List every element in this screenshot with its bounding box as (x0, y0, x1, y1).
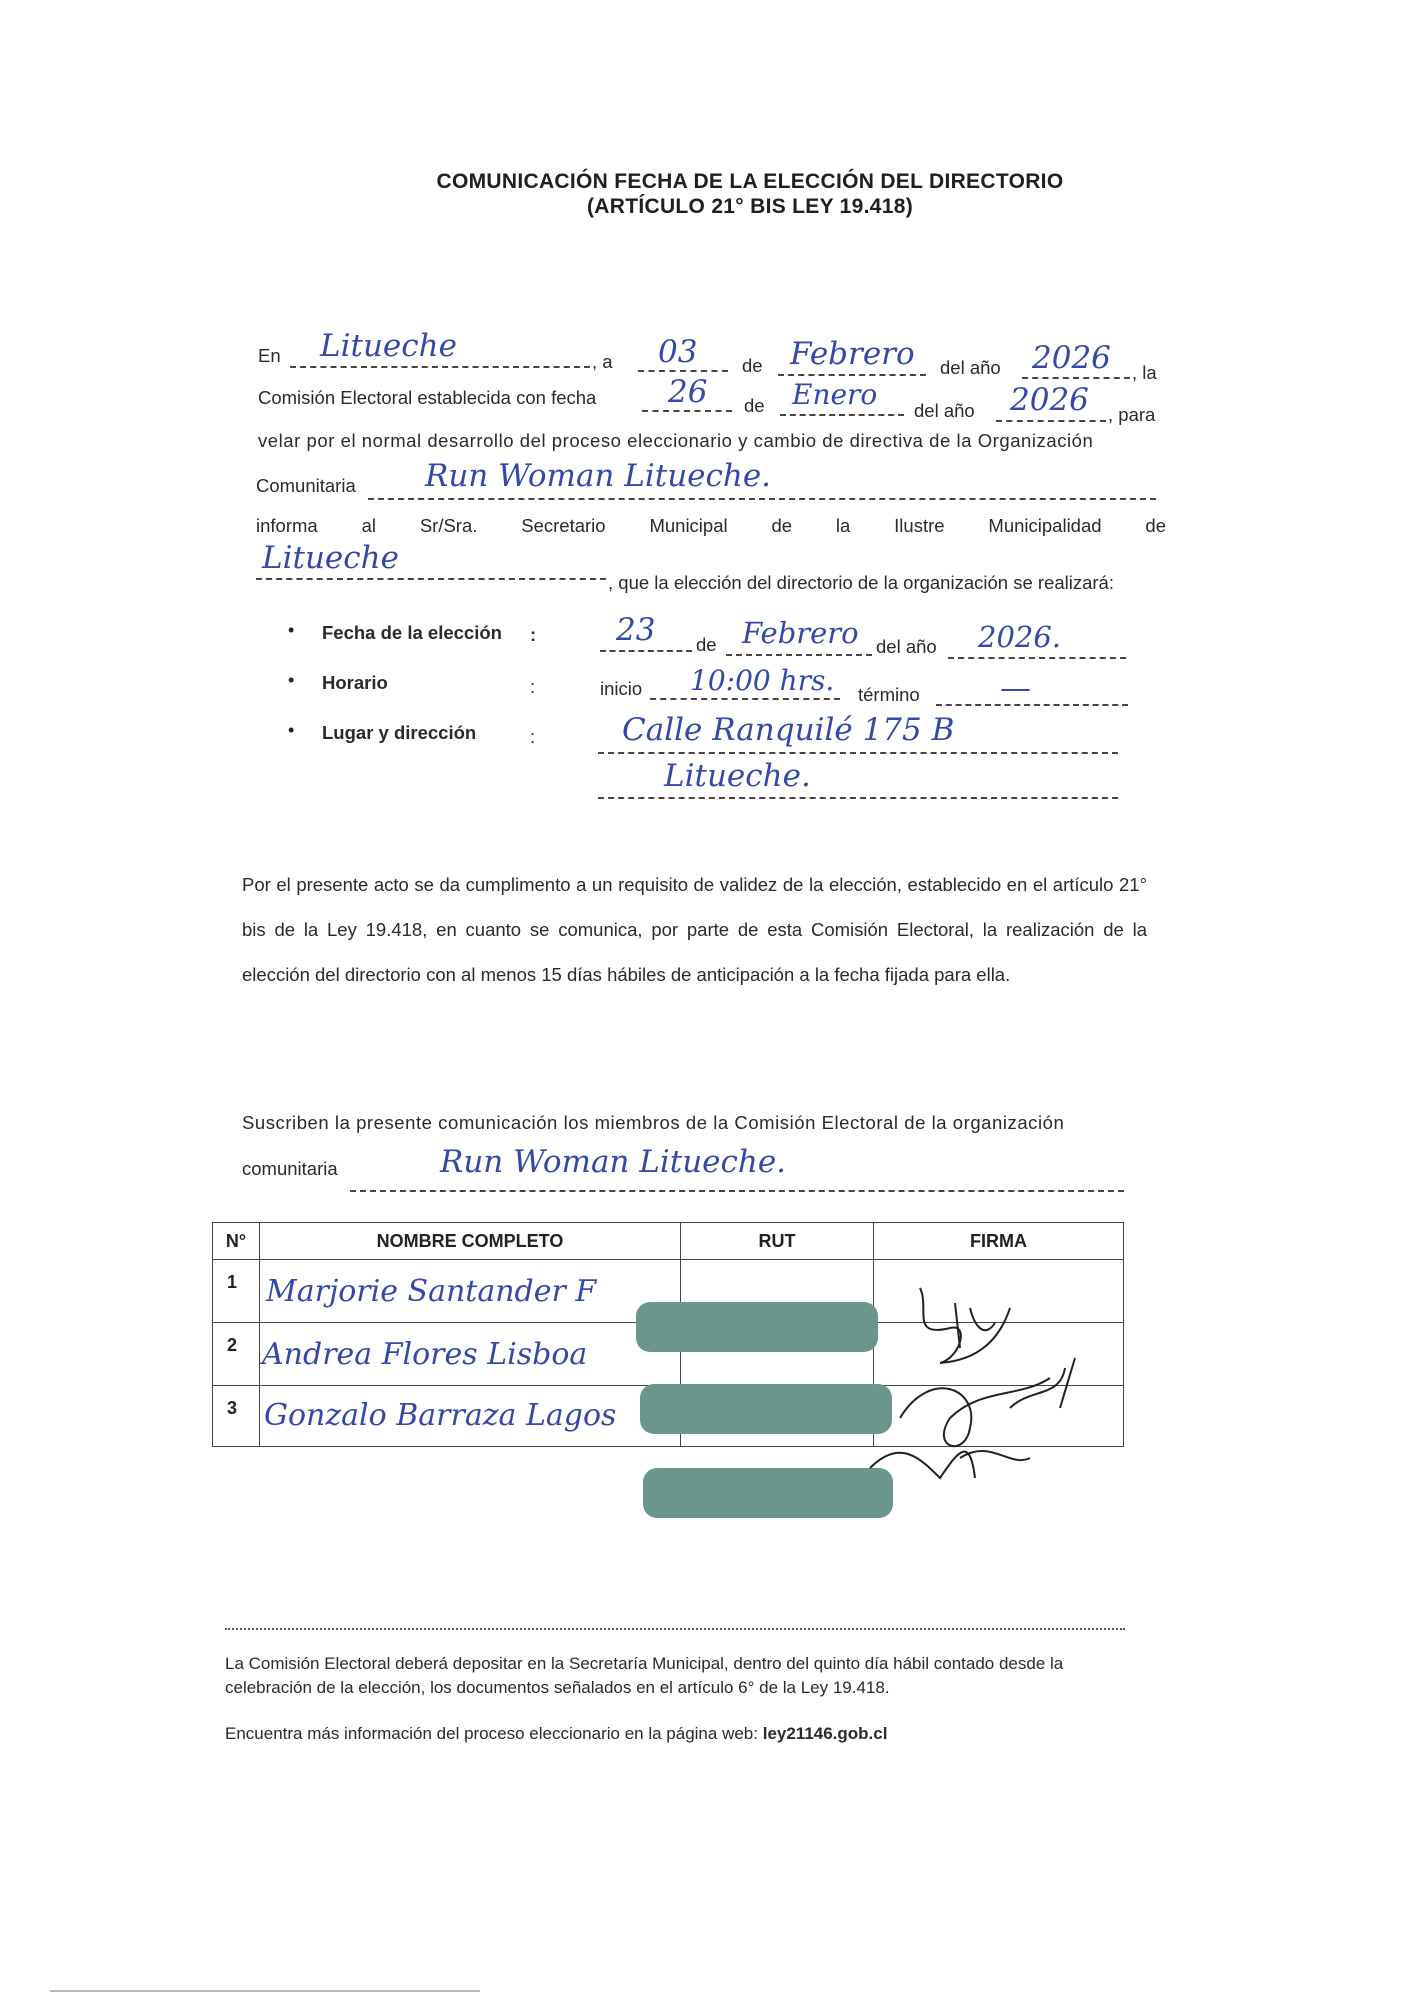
document-title: COMUNICACIÓN FECHA DE LA ELECCIÓN DEL DIRECTORIO (436, 170, 1064, 193)
informa-word: la (835, 515, 851, 536)
informa-word: Secretario (521, 515, 606, 536)
redaction-block (640, 1384, 892, 1434)
inicio-label: inicio (600, 678, 643, 699)
subscribe-text: Suscriben la presente comunicación los miembros de la Comisión Electoral de la organización (242, 1112, 1065, 1133)
fecha-colon: : (530, 624, 537, 645)
year-value: 2026 (1032, 340, 1111, 376)
informa-word: informa (256, 515, 318, 536)
horario-label: Horario (322, 672, 388, 693)
validity-paragraph: Por el presente acto se da cumplimento a un requisito de validez de la elección, establecido en el artículo 21° bis de la Ley 19.418, en cuanto se comunica, por parte de esta Comisión Electoral, la realización de la elección del directorio con al menos 15 días hábiles de anticipación a la fecha fijada para ella. (242, 874, 1147, 985)
commission-day-underline (642, 410, 732, 412)
row-number-cell (213, 1386, 260, 1447)
commission-del-anio-label: del año (914, 400, 975, 421)
inicio-value: 10:00 hrs. (690, 664, 835, 697)
month-value: Febrero (790, 336, 915, 372)
day-value: 03 (658, 334, 698, 370)
row-number: 3 (227, 1398, 238, 1418)
termino-value: — (1000, 670, 1031, 706)
day-underline (638, 370, 728, 372)
informa-line (256, 515, 1166, 537)
commission-day-value: 26 (668, 374, 708, 410)
informa-word: Sr/Sra. (419, 515, 478, 536)
commission-de-label: de (744, 395, 765, 416)
city-underline (290, 366, 590, 368)
row-name-cell (260, 1260, 681, 1323)
city-value: Litueche (320, 328, 457, 364)
member-name: Andrea Flores Lisboa (262, 1337, 588, 1372)
de-label: de (742, 355, 763, 376)
fecha-month-value: Febrero (742, 616, 859, 650)
commission-text: Comisión Electoral establecida con fecha (258, 387, 597, 408)
document-subtitle: (ARTÍCULO 21° BIS LEY 19.418) (587, 195, 913, 218)
municipality-value: Litueche (262, 540, 399, 576)
row-number: 2 (227, 1335, 238, 1355)
footer-web-link[interactable]: ley21146.gob.cl (762, 1724, 888, 1743)
fecha-year-underline (948, 657, 1126, 659)
header-number: N° (213, 1223, 260, 1260)
fecha-day-underline (600, 650, 692, 652)
member-name: Marjorie Santander F (266, 1274, 597, 1309)
organization-value: Run Woman Litueche. (425, 458, 772, 494)
header-signature: FIRMA (874, 1223, 1124, 1260)
fecha-day-value: 23 (616, 612, 656, 648)
comunitaria-label: Comunitaria (256, 475, 356, 496)
velar-text: velar por el normal desarrollo del proceso eleccionario y cambio de directiva de la Organización (258, 430, 1094, 451)
informa-word: al (361, 515, 376, 536)
header-rut: RUT (681, 1223, 874, 1260)
horario-colon: : (530, 676, 536, 697)
bullet: • (288, 620, 295, 640)
row-number-cell (213, 1323, 260, 1386)
para-label: , para (1108, 404, 1156, 425)
organization-underline (368, 498, 1156, 500)
a-label: , a (592, 351, 613, 372)
header-name: NOMBRE COMPLETO (260, 1223, 681, 1260)
commission-year-underline (996, 420, 1106, 422)
row-name-cell (260, 1386, 681, 1447)
row-number-cell (213, 1260, 260, 1323)
row-number: 1 (227, 1272, 238, 1292)
redaction-block (643, 1468, 893, 1518)
member-name: Gonzalo Barraza Lagos (264, 1398, 617, 1433)
informa-word: Municipal (649, 515, 728, 536)
footer-web-text: Encuentra más información del proceso eleccionario en la página web: (225, 1724, 758, 1743)
redaction-block (636, 1302, 878, 1352)
scan-artifact-line (50, 1990, 480, 1992)
row-name-cell (260, 1323, 681, 1386)
commission-month-value: Enero (792, 378, 878, 411)
inicio-underline (650, 698, 840, 700)
subscribe-organization-underline (350, 1190, 1124, 1192)
termino-underline (936, 704, 1128, 706)
commission-month-underline (780, 414, 904, 416)
commission-year-value: 2026 (1010, 382, 1089, 418)
footer-divider (225, 1628, 1125, 1630)
bullet: • (288, 670, 295, 690)
informa-word: de (771, 515, 793, 536)
fecha-year-value: 2026. (978, 620, 1062, 654)
fecha-del-anio-label: del año (876, 636, 937, 657)
lugar-underline-1 (598, 752, 1118, 754)
la-label: , la (1132, 362, 1157, 383)
que-text: , que la elección del directorio de la organización se realizará: (608, 572, 1114, 593)
fecha-de-label: de (696, 634, 717, 655)
subscribe-organization-value: Run Woman Litueche. (440, 1144, 787, 1180)
lugar-line2-value: Litueche. (664, 758, 811, 794)
lugar-label: Lugar y dirección (322, 722, 477, 743)
signatures-scribble (860, 1268, 1120, 1518)
bullet: • (288, 720, 295, 740)
year-underline (1022, 377, 1130, 379)
informa-word: Ilustre (894, 515, 945, 536)
lugar-line1-value: Calle Ranquilé 175 B (622, 712, 955, 748)
subscribe-comunitaria-label: comunitaria (242, 1158, 338, 1179)
lugar-colon: : (530, 726, 536, 747)
lugar-underline-2 (598, 797, 1118, 799)
municipality-underline (256, 578, 606, 580)
en-label: En (258, 345, 281, 366)
fecha-month-underline (726, 654, 872, 656)
footer-web-line (225, 1722, 1130, 1746)
informa-word: de (1145, 515, 1166, 536)
month-underline (778, 374, 926, 376)
del-anio-label: del año (940, 357, 1001, 378)
fecha-label: Fecha de la elección (322, 622, 502, 643)
termino-label: término (858, 684, 920, 705)
table-header-row (213, 1223, 1124, 1260)
informa-word: Municipalidad (988, 515, 1102, 536)
footer-note: La Comisión Electoral deberá depositar en la Secretaría Municipal, dentro del quinto día hábil contado desde la celebración de la elección, los documentos señalados en el artículo 6° de la Ley 19.418. (225, 1654, 1064, 1697)
